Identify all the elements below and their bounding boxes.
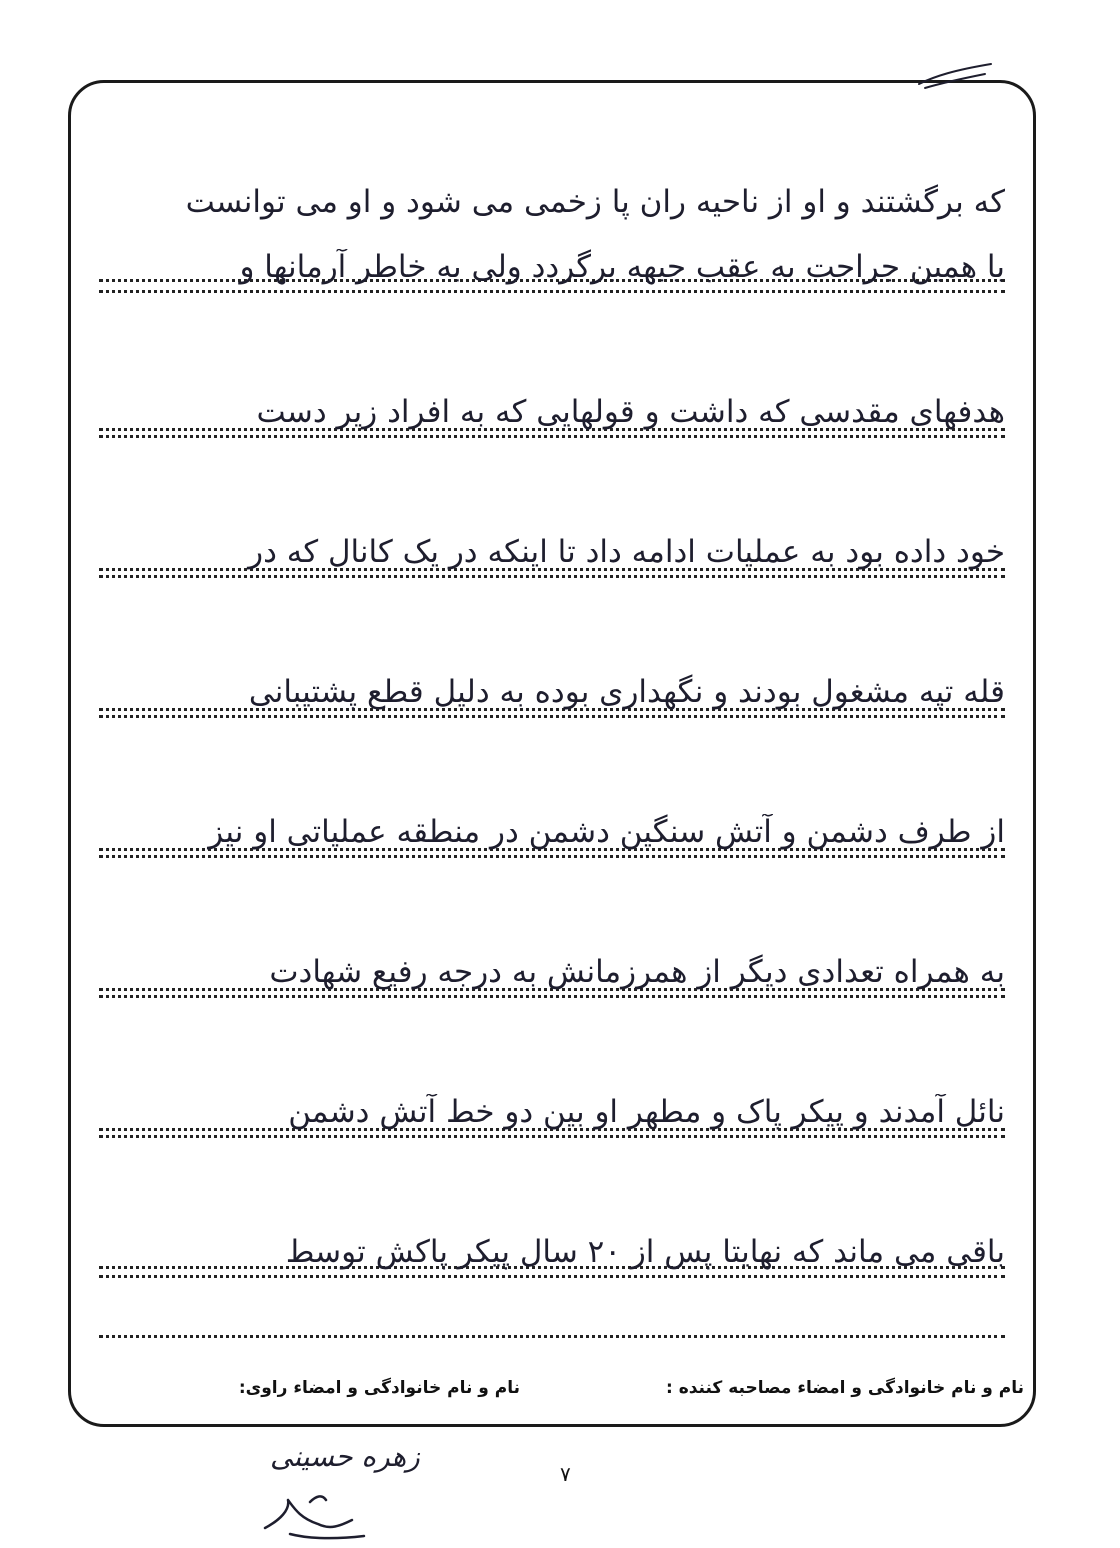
dotted-rule bbox=[99, 575, 1005, 578]
handwritten-line bbox=[99, 1208, 1005, 1278]
page-number: ۷ bbox=[560, 1462, 571, 1486]
line-text: نائل آمدند و پیکر پاک و مطهر او بین دو خط آتش دشمن bbox=[288, 1094, 1005, 1130]
dotted-rule bbox=[99, 290, 1005, 293]
dotted-rule bbox=[99, 435, 1005, 438]
narrator-name-handwritten: زهره حسینی bbox=[270, 1440, 420, 1473]
handwritten-line bbox=[99, 928, 1005, 998]
dotted-rule bbox=[99, 715, 1005, 718]
interviewer-signature-label: نام و نام خانوادگی و امضاء مصاحبه کننده : bbox=[665, 1378, 1024, 1398]
dotted-rule bbox=[99, 1135, 1005, 1138]
handwritten-line bbox=[99, 648, 1005, 718]
line-text: با همین جراحت به عقب جبهه برگردد ولی به خاطر آرمانها و bbox=[239, 249, 1005, 285]
signature-scribble-icon bbox=[260, 1490, 370, 1548]
dotted-rule bbox=[99, 995, 1005, 998]
handwritten-line bbox=[99, 368, 1005, 438]
handwritten-line bbox=[99, 508, 1005, 578]
pen-stroke-icon bbox=[915, 60, 995, 90]
line-text: هدفهای مقدسی که داشت و قولهایی که به افراد زیر دست bbox=[256, 394, 1005, 430]
handwritten-line bbox=[99, 788, 1005, 858]
page-frame bbox=[68, 80, 1036, 1427]
line-text: باقی می ماند که نهایتا پس از ۲۰ سال پیکر پاکش توسط bbox=[285, 1234, 1005, 1270]
line-text: که برگشتند و او از ناحیه ران پا زخمی می شود و او می توانست bbox=[185, 184, 1005, 220]
line-text: قله تپه مشغول بودند و نگهداری بوده به دلیل قطع پشتیبانی bbox=[248, 674, 1005, 710]
handwritten-line bbox=[99, 1068, 1005, 1138]
dotted-rule bbox=[99, 1275, 1005, 1278]
handwritten-line bbox=[99, 223, 1005, 293]
narrator-signature-label: نام و نام خانوادگی و امضاء راوی: bbox=[238, 1378, 520, 1398]
handwritten-line bbox=[99, 158, 1005, 228]
dotted-rule bbox=[99, 1335, 1005, 1338]
line-text: از طرف دشمن و آتش سنگین دشمن در منطقه عملیاتی او نیز bbox=[208, 814, 1005, 850]
line-text: به همراه تعدادی دیگر از همرزمانش به درجه رفیع شهادت bbox=[269, 954, 1005, 990]
dotted-rule bbox=[99, 855, 1005, 858]
line-text: خود داده بود به عملیات ادامه داد تا اینکه در یک کانال که در bbox=[248, 534, 1005, 570]
